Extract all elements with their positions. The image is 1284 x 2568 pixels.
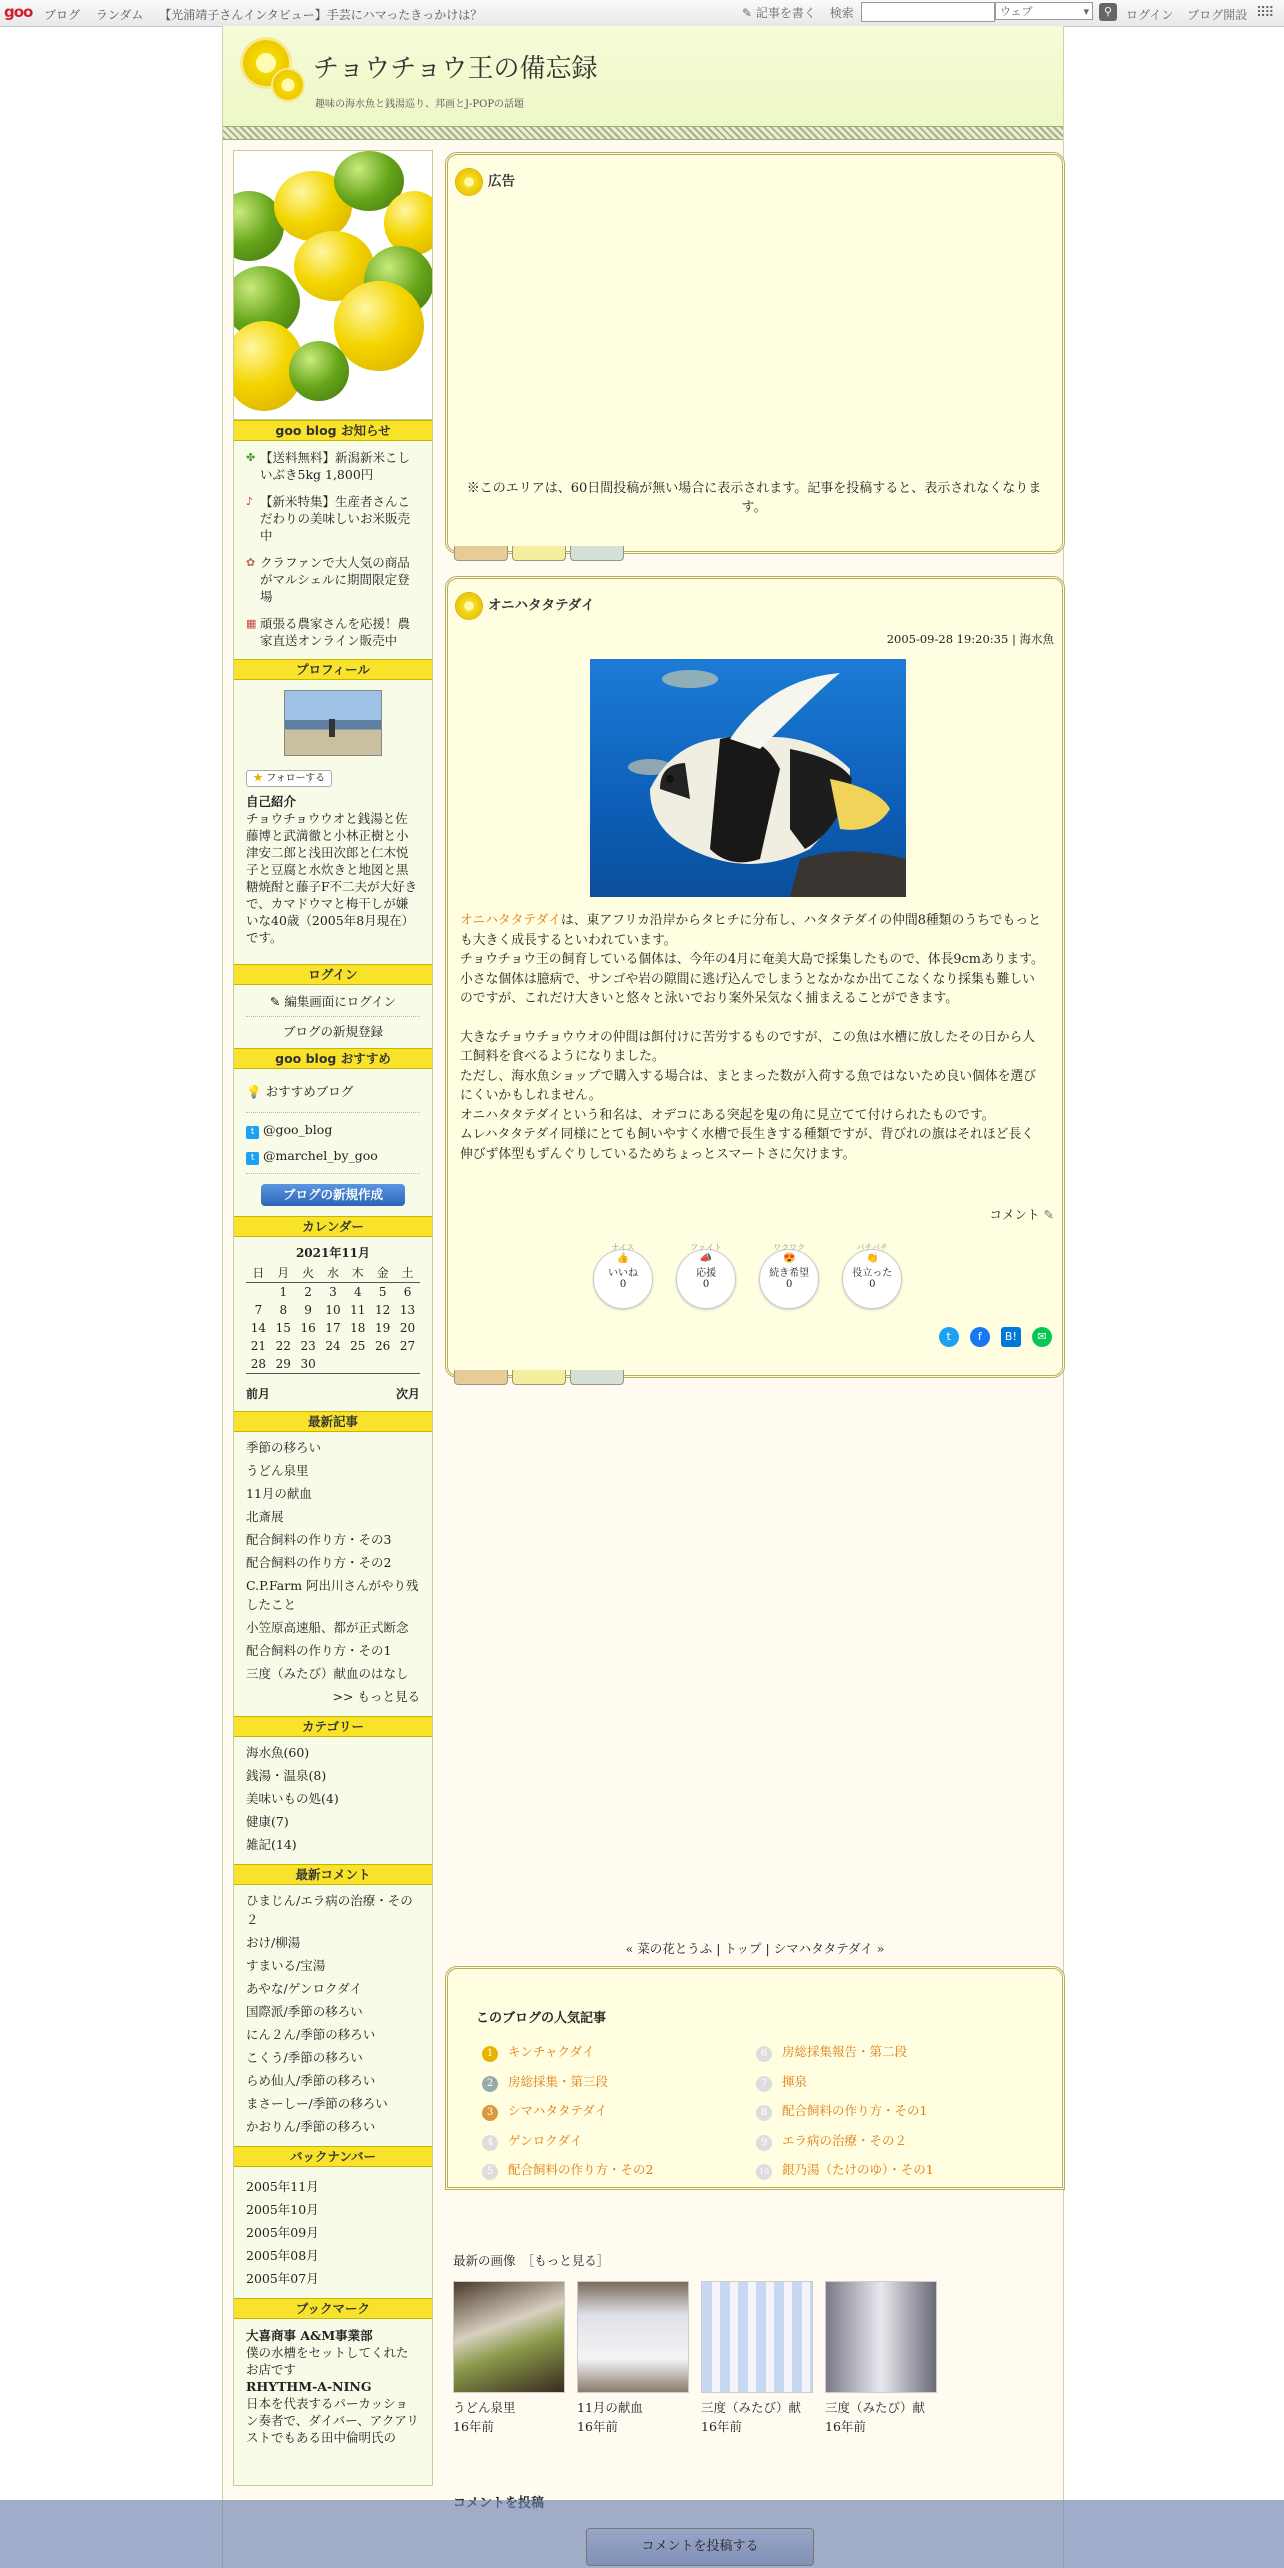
- calendar-day: [246, 1283, 271, 1302]
- ad-box: [445, 152, 1065, 554]
- recent-heading: 最新記事: [234, 1411, 432, 1432]
- comment-item[interactable]: らめ仙人/季節の移ろい: [246, 2073, 376, 2088]
- pencil-icon: ✎: [742, 6, 753, 20]
- recent-item[interactable]: 三度（みたび）献血のはなし: [246, 1666, 409, 1681]
- category-heading: カテゴリー: [234, 1716, 432, 1737]
- popular-item[interactable]: 3 シマハタタテダイ: [482, 2096, 653, 2126]
- star-icon: ★: [253, 773, 263, 784]
- notice-item[interactable]: ✤ 【送料無料】新潟新米こしいぶき5kg 1,800円: [246, 450, 411, 482]
- calendar-day: 16: [300, 1320, 316, 1335]
- calendar-day: 18: [350, 1320, 366, 1335]
- article-body: [460, 911, 1046, 1164]
- article-paragraph: オニハタタテダイは、東アフリカ沿岸からタヒチに分布し、ハタタテダイの仲間8種類のうちでもっとも大きく成長するといわれています。: [460, 913, 1041, 948]
- popular-item[interactable]: 9 エラ病の治療・その２: [756, 2126, 934, 2156]
- weekday: 月: [277, 1265, 290, 1280]
- calendar-day: 7: [254, 1302, 263, 1317]
- category-item[interactable]: 健康(7): [246, 1814, 289, 1829]
- post-pager: « 菜の花とうふ | トップ | シマハタタテダイ »: [625, 1941, 885, 1956]
- backnumber-item[interactable]: 2005年07月: [246, 2271, 319, 2286]
- calendar-day: 30: [300, 1356, 316, 1371]
- image-thumb[interactable]: [825, 2281, 937, 2393]
- comment-item[interactable]: ひまじん/エラ病の治療・その２: [246, 1893, 413, 1927]
- backnumber-heading: バックナンバー: [234, 2146, 432, 2167]
- notice-list: [234, 441, 432, 659]
- recent-item[interactable]: 小笠原高速船、都が正式断念: [246, 1620, 409, 1635]
- top-right-area: [742, 4, 854, 21]
- article-paragraph: 小さな個体は臆病で、サンゴや岩の隙間に逃げ込んでしまうとなかなか出てこなくなり採集も難しいのですが、これだけ大きいと悠々と泳いでおり案外呆気なく捕まえることができます。: [460, 971, 1035, 1006]
- self-intro-heading: 自己紹介: [246, 794, 297, 809]
- apps-grid-icon[interactable]: ⠿⠿: [1256, 5, 1273, 21]
- calendar-day: 28: [250, 1356, 267, 1371]
- calendar-day: 8: [279, 1302, 288, 1317]
- backnumber-item[interactable]: 2005年10月: [246, 2202, 319, 2217]
- chevron-down-icon: ▾: [1083, 5, 1089, 18]
- image-thumb[interactable]: [453, 2281, 565, 2393]
- clap-icon: 👏: [866, 1253, 879, 1264]
- sun-icon: [456, 593, 482, 619]
- share-buttons: [933, 1325, 1052, 1347]
- fish-photo[interactable]: [590, 659, 906, 897]
- article-title[interactable]: オニハタタテダイ: [456, 593, 595, 619]
- note-icon: ♪: [246, 495, 254, 508]
- calendar-day: 3: [329, 1284, 337, 1299]
- ad-notice: ※このエリアは、60日間投稿が無い場合に表示されます。記事を投稿すると、表示されなくなります。: [466, 481, 1042, 515]
- bookmark-desc: 僕の水槽をセットしてくれたお店です: [246, 2345, 409, 2377]
- comment-item[interactable]: まさーしー/季節の移ろい: [246, 2096, 388, 2111]
- search-button[interactable]: [1099, 3, 1117, 21]
- recent-item[interactable]: うどん泉里: [246, 1463, 309, 1478]
- search-icon: ⚲: [1103, 5, 1113, 18]
- start-blog-link[interactable]: ブログ開設: [1187, 8, 1248, 22]
- notice-item[interactable]: ✿ クラファンで大人気の商品がマルシェルに期間限定登場: [246, 555, 410, 604]
- calendar-day: 27: [399, 1338, 416, 1353]
- megaphone-icon: 📣: [699, 1253, 713, 1264]
- blog-title[interactable]: チョウチョウ王の備忘録: [313, 54, 598, 84]
- category-item[interactable]: 海水魚(60): [246, 1745, 310, 1760]
- recent-item[interactable]: 11月の献血: [246, 1486, 312, 1501]
- next-post-link[interactable]: シマハタタテダイ »: [773, 1941, 885, 1956]
- bookmark-list: [234, 2319, 432, 2485]
- popular-box: [445, 1966, 1065, 2190]
- bookmark-link[interactable]: 大喜商事 A&M事業部: [246, 2328, 373, 2343]
- more-please-reaction-button[interactable]: ワクワク 😍 続き希望 0: [759, 1249, 819, 1309]
- popular-heading: このブログの人気記事: [476, 2011, 607, 2026]
- calendar-title: 2021年11月: [295, 1246, 371, 1260]
- comment-item[interactable]: 国際派/季節の移ろい: [246, 2004, 363, 2019]
- calendar-day: 12: [375, 1302, 391, 1317]
- calendar-day: [321, 1355, 346, 1374]
- comment-item[interactable]: こくう/季節の移ろい: [246, 2050, 363, 2065]
- hatena-bookmark-icon[interactable]: B!: [1001, 1327, 1021, 1347]
- calendar-day: 23: [300, 1338, 316, 1353]
- next-month-link[interactable]: 次月: [395, 1387, 420, 1401]
- recent-item[interactable]: 北斎展: [246, 1509, 284, 1524]
- prev-post-link[interactable]: « 菜の花とうふ: [625, 1941, 713, 1956]
- popular-list-left: [482, 2037, 653, 2185]
- article-paragraph: ただし、海水魚ショップで購入する場合は、まとまった数が入荷する魚ではないため良い個体を選びにくいかもしれません。: [460, 1068, 1036, 1103]
- search-input[interactable]: [861, 2, 995, 22]
- notice-item[interactable]: ♪ 【新米特集】生産者さんこだわりの美味しいお米販売中: [246, 494, 411, 543]
- twitter-share-icon[interactable]: t: [939, 1327, 959, 1347]
- recent-item[interactable]: 配合飼料の作り方・その2: [246, 1555, 392, 1570]
- recent-list: [234, 1432, 432, 1716]
- bookmark-desc: 日本を代表するパーカッション奏者で、ダイバー、アクアリストでもある田中倫明氏の: [246, 2396, 419, 2445]
- comment-item[interactable]: おけ/柳湯: [246, 1935, 301, 1950]
- calendar-day: 2: [304, 1284, 312, 1299]
- self-intro-text: チョウチョウウオと銭湯と佐藤博と武満徹と小林正樹と小津安二郎と浅田次郎と仁木悦子と豆腐と水炊きと地図と黒糖焼酎と藤子F不二夫が大好きで、カマドウマと梅干しが嫌いな40歳（2005年8月現在）です。: [246, 811, 418, 945]
- calendar-day: 22: [275, 1338, 291, 1353]
- calendar-day: 6: [403, 1284, 412, 1299]
- article-paragraph: オニハタタテダイという和名は、オデコにある突起を鬼の角に見立てて付けられたものです。: [460, 1107, 995, 1123]
- comment-item[interactable]: あやな/ゲンロクダイ: [246, 1981, 362, 1996]
- notice-item[interactable]: ▦ 頑張る農家さんを応援！農家直送オンライン販売中: [246, 616, 411, 648]
- image-thumb[interactable]: [577, 2281, 689, 2393]
- pencil-icon: ✎: [1043, 1207, 1054, 1222]
- facebook-share-icon[interactable]: f: [970, 1327, 990, 1347]
- tile-icon: ▦: [246, 617, 257, 630]
- calendar-day: 11: [350, 1302, 366, 1317]
- calendar-day: 26: [375, 1338, 391, 1353]
- popular-item[interactable]: 8 配合飼料の作り方・その1: [756, 2096, 934, 2126]
- blog-subtitle: 趣味の海水魚と銭湯巡り、邦画とJ-POPの話題: [315, 99, 525, 110]
- fish-name-link[interactable]: オニハタタテダイ: [460, 913, 561, 928]
- profile-heading: プロフィール: [234, 659, 432, 680]
- weekday: 水: [326, 1265, 339, 1280]
- popular-item[interactable]: 5 配合飼料の作り方・その2: [482, 2155, 653, 2185]
- calendar-day: 5: [378, 1284, 387, 1299]
- article-paragraph: チョウチョウ王の飼育している個体は、今年の4月に奄美大島で採集したもので、体長9cmあります。: [460, 952, 1044, 967]
- sidebar: [233, 150, 433, 2486]
- write-article-link[interactable]: 記事を書く: [755, 6, 816, 20]
- recent-item[interactable]: 配合飼料の作り方・その3: [246, 1532, 392, 1547]
- image-caption: 三度（みたび）献 16年前: [825, 2400, 926, 2434]
- weekday: 火: [302, 1265, 315, 1280]
- calendar-grid: [246, 1264, 420, 1374]
- goo-logo[interactable]: goo: [4, 3, 33, 21]
- blog-page: [222, 26, 1064, 2568]
- image-thumb[interactable]: [701, 2281, 813, 2393]
- bulb-icon: 💡: [246, 1084, 262, 1099]
- login-link[interactable]: ログイン: [1126, 8, 1174, 22]
- calendar-day: 13: [399, 1302, 416, 1317]
- popular-item[interactable]: 7 揮泉: [756, 2067, 934, 2097]
- article-paragraph: ムレハタタテダイ同様にとても飼いやすく水槽で長生きする種類ですが、背びれの旗はそれほど長く伸びず体型もずんぐりしているためちょっとスマートさに欠けます。: [460, 1127, 1035, 1162]
- calendar-day: 17: [325, 1320, 341, 1335]
- category-item[interactable]: 美味いもの処(4): [246, 1791, 339, 1806]
- recent-item[interactable]: 季節の移ろい: [246, 1440, 322, 1455]
- bookmark-heading: ブックマーク: [234, 2298, 432, 2319]
- clover-icon: ✤: [246, 451, 256, 464]
- calendar-day: 1: [279, 1284, 288, 1299]
- more-images-link[interactable]: ［もっと見る］: [528, 2253, 610, 2268]
- box-tabs: [454, 1370, 628, 1389]
- backnumber-item[interactable]: 2005年08月: [246, 2248, 319, 2263]
- edit-login-link[interactable]: ✎ 編集画面にログイン: [269, 994, 397, 1009]
- popular-item[interactable]: 6 房総採集報告・第二段: [756, 2037, 934, 2067]
- nav-news-link[interactable]: 【光浦靖子さんインタビュー】手芸にハマったきっかけは？: [159, 8, 483, 22]
- backnumber-item[interactable]: 2005年11月: [246, 2179, 319, 2194]
- box-tabs: [454, 546, 628, 565]
- nav-random-link[interactable]: ランダム: [95, 8, 144, 22]
- twitter-icon: t: [246, 1152, 259, 1165]
- comment-item[interactable]: かおりん/季節の移ろい: [246, 2119, 376, 2134]
- follow-button[interactable]: ★ フォローする: [246, 770, 332, 787]
- twitter-goo-link[interactable]: t @goo_blog: [246, 1121, 420, 1139]
- popular-item[interactable]: 4 ゲンロクダイ: [482, 2126, 653, 2156]
- calendar-day: 4: [353, 1284, 362, 1299]
- comments-heading: 最新コメント: [234, 1864, 432, 1885]
- ad-heading: 広告: [456, 169, 515, 195]
- recent-item[interactable]: 配合飼料の作り方・その1: [246, 1643, 392, 1658]
- twitter-icon: t: [246, 1126, 259, 1139]
- popular-list-right: [756, 2037, 934, 2185]
- bannerfish-illustration: [590, 659, 906, 897]
- calendar-nav: [246, 1386, 420, 1403]
- search-scope-select[interactable]: [995, 2, 1093, 20]
- calendar-day: 19: [375, 1320, 391, 1335]
- weekday: 金: [376, 1265, 389, 1280]
- cheer-reaction-button[interactable]: ファイト 📣 応援 0: [676, 1249, 736, 1309]
- blog-header: [223, 26, 1063, 134]
- category-list: [234, 1737, 432, 1864]
- reaction-bar: [584, 1243, 911, 1309]
- new-blog-register-link[interactable]: ブログの新規登録: [282, 1024, 383, 1039]
- header-divider: [223, 126, 1063, 140]
- calendar-day: 15: [275, 1320, 291, 1335]
- calendar-day: 25: [350, 1338, 366, 1353]
- twitter-marchel-link[interactable]: t @marchel_by_goo: [246, 1147, 420, 1165]
- recommend-blog-link[interactable]: 💡 おすすめブログ: [246, 1084, 354, 1099]
- post-comment-button[interactable]: コメントを投稿する: [586, 2528, 814, 2566]
- top-nav: [44, 6, 494, 23]
- calendar-day: 24: [325, 1338, 341, 1353]
- weekday: 土: [401, 1265, 414, 1280]
- article-box: [445, 576, 1065, 1378]
- calendar-day: 29: [275, 1356, 291, 1371]
- bookmark-link[interactable]: RHYTHM-A-NING: [246, 2379, 372, 2394]
- comment-item[interactable]: すまいる/宝湯: [246, 1958, 326, 1973]
- article-meta: 2005-09-28 19:20:35 | 海水魚: [886, 632, 1054, 646]
- search-label: 検索: [829, 6, 854, 20]
- login-section: [234, 985, 432, 1048]
- more-recent-link[interactable]: >> もっと見る: [332, 1689, 420, 1704]
- latest-images-heading: 最新の画像 ［もっと見る］: [453, 2253, 610, 2268]
- sun-icon: [456, 169, 482, 195]
- recommend-section: [234, 1069, 432, 1216]
- image-caption: 三度（みたび）献 16年前: [701, 2400, 802, 2434]
- thumbs-up-icon: 👍: [616, 1253, 630, 1264]
- calendar-day: 9: [304, 1302, 312, 1317]
- image-caption: 11月の献血 16年前: [577, 2400, 643, 2434]
- comment-link[interactable]: コメント ✎: [989, 1207, 1054, 1222]
- popular-item[interactable]: 1 キンチャクダイ: [482, 2037, 653, 2067]
- calendar-day: 10: [325, 1302, 341, 1317]
- weekday: 木: [351, 1265, 364, 1280]
- nav-blog-link[interactable]: ブログ: [44, 8, 81, 22]
- helpful-reaction-button[interactable]: パチパチ 👏 役立った 0: [842, 1249, 902, 1309]
- search-scope-value: ウェブ: [1000, 5, 1033, 18]
- comment-item[interactable]: にん２ん/季節の移ろい: [246, 2027, 376, 2042]
- profile-photo[interactable]: [284, 690, 382, 756]
- calendar: [234, 1237, 432, 1411]
- backnumber-list: [234, 2167, 432, 2298]
- heart-eyes-icon: 😍: [782, 1253, 796, 1264]
- prev-month-link[interactable]: 前月: [246, 1387, 271, 1401]
- popular-item[interactable]: 2 房総採集・第三段: [482, 2067, 653, 2097]
- lemon-photo: [234, 151, 432, 420]
- backnumber-item[interactable]: 2005年09月: [246, 2225, 319, 2240]
- profile-section: [234, 680, 432, 954]
- image-caption: うどん泉里 16年前: [453, 2400, 516, 2434]
- create-blog-button[interactable]: ブログの新規作成: [261, 1184, 405, 1206]
- calendar-day: 21: [250, 1338, 267, 1353]
- top-link[interactable]: トップ: [724, 1941, 762, 1956]
- login-heading: ログイン: [234, 964, 432, 985]
- weekday: 日: [252, 1265, 265, 1280]
- pencil-icon: ✎: [269, 994, 281, 1009]
- lemon-logo-small-icon: [273, 70, 303, 100]
- recommend-heading: goo blog おすすめ: [234, 1048, 432, 1069]
- article-paragraph: 大きなチョウチョウウオの仲間は餌付けに苦労するものですが、この魚は水槽に放したその日から人工飼料を食べるようになりました。: [460, 1029, 1036, 1064]
- top-right-links: [1126, 6, 1257, 23]
- calendar-day: 14: [250, 1320, 267, 1335]
- comment-list: [234, 1885, 432, 2146]
- notice-heading: goo blog お知らせ: [234, 420, 432, 441]
- category-item[interactable]: 雑記(14): [246, 1837, 297, 1852]
- calendar-day: 20: [399, 1320, 416, 1335]
- line-share-icon[interactable]: ✉: [1032, 1327, 1052, 1347]
- goo-top-bar: [0, 0, 1284, 27]
- dog-icon: ✿: [246, 556, 256, 569]
- like-reaction-button[interactable]: ナイス 👍 いいね 0: [593, 1249, 653, 1309]
- popular-item[interactable]: 10 銀乃湯（たけのゆ）・その1: [756, 2155, 934, 2185]
- category-item[interactable]: 銭湯・温泉(8): [246, 1768, 327, 1783]
- recent-item[interactable]: C.P.Farm 阿出川さんがやり残したこと: [246, 1578, 419, 1612]
- calendar-heading: カレンダー: [234, 1216, 432, 1237]
